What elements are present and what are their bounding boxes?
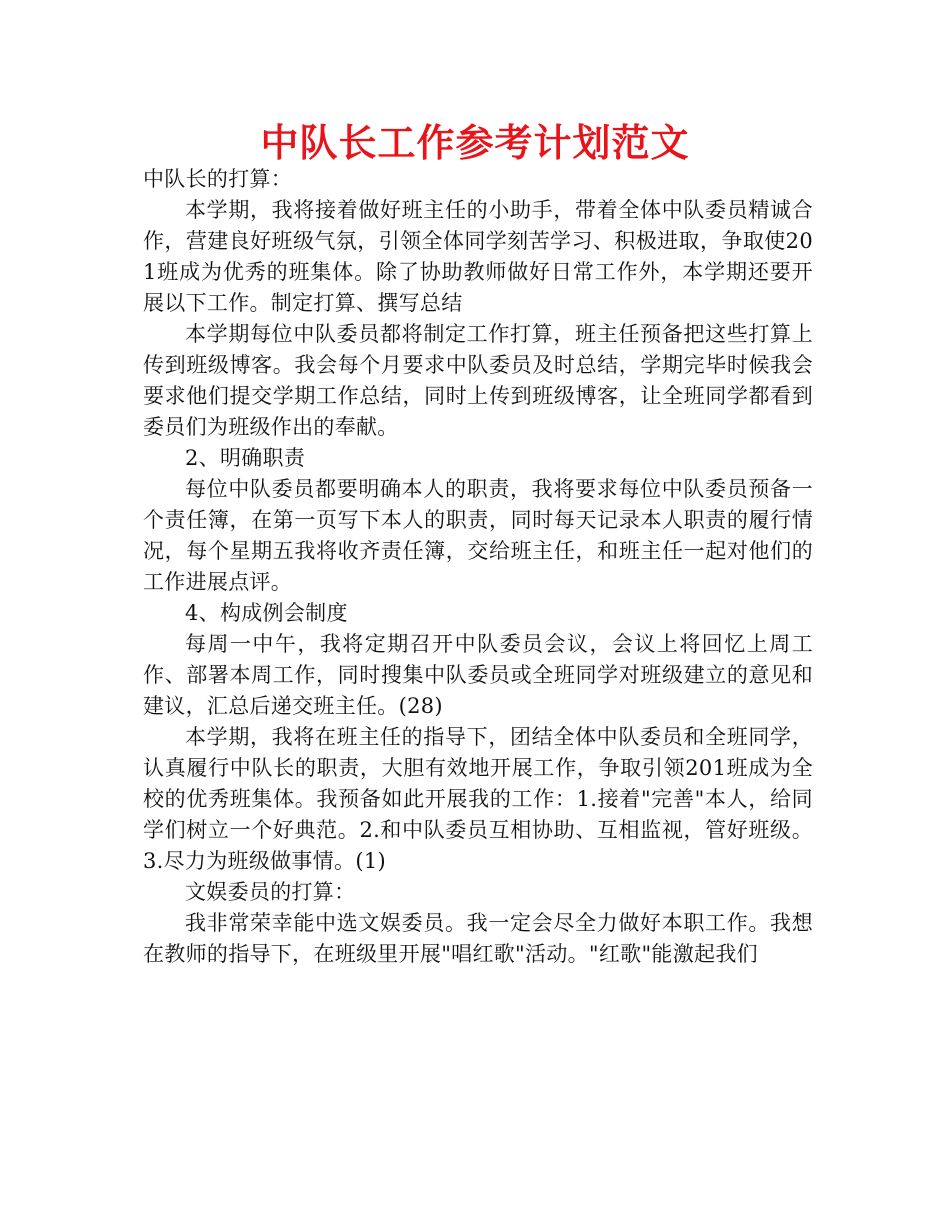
document-title: 中队长工作参考计划范文	[260, 121, 690, 165]
paragraph: 每位中队委员都要明确本人的职责，我将要求每位中队委员预备一个责任簿，在第一页写下本人的职责，同时每天记录本人职责的履行情况，每个星期五我将收齐责任簿，交给班主任，和班主任一起对他们的工作进展点评。	[143, 477, 813, 594]
section-heading: 文娱委员的打算：	[185, 880, 356, 904]
paragraph: 本学期每位中队委员都将制定工作打算，班主任预备把这些打算上传到班级博客。我会每个月要求中队委员及时总结，学期完毕时候我会要求他们提交学期工作总结，同时上传到班级博客，让全班同学都看到委员们为班级作出的奉献。	[143, 322, 813, 439]
paragraph: 我非常荣幸能中选文娱委员。我一定会尽全力做好本职工作。我想在教师的指导下，在班级里开展"唱红歌"活动。"红歌"能激起我们	[143, 911, 813, 966]
section-heading: 2、明确职责	[185, 446, 306, 470]
paragraph-leader-plan-heading: 中队长的打算：	[143, 167, 293, 191]
paragraph: 每周一中午，我将定期召开中队委员会议，会议上将回忆上周工作、部署本周工作，同时搜集中队委员或全班同学对班级建立的意见和建议，汇总后递交班主任。(28)	[143, 632, 813, 718]
paragraph: 本学期，我将接着做好班主任的小助手，带着全体中队委员精诚合作，营建良好班级气氛，引领全体同学刻苦学习、积极进取，争取使201班成为优秀的班集体。除了协助教师做好日常工作外，本学期还要开展以下工作。制定打算、撰写总结	[143, 198, 813, 315]
document-body	[143, 164, 813, 970]
section-heading: 4、构成例会制度	[185, 601, 348, 625]
paragraph: 本学期，我将在班主任的指导下，团结全体中队委员和全班同学，认真履行中队长的职责，大胆有效地开展工作，争取引领201班成为全校的优秀班集体。我预备如此开展我的工作：1.接着"完善"本人，给同学们树立一个好典范。2.和中队委员互相协助、互相监视，管好班级。3.尽力为班级做事情。(1)	[143, 725, 813, 873]
